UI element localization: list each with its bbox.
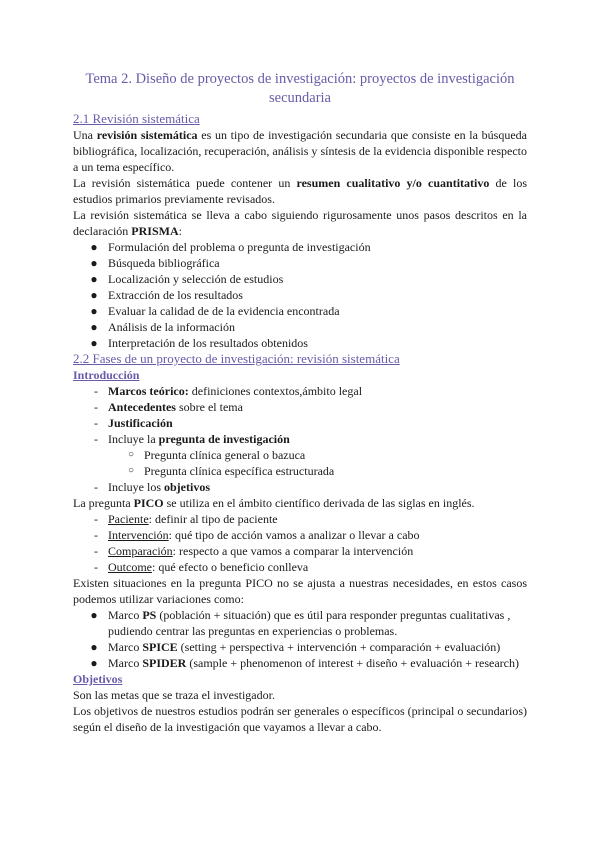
section-heading-revision: 2.1 Revisión sistemática (73, 111, 200, 126)
paragraph-summary: La revisión sistemática puede contener un resumen cualitativo y/o cuantitativo de los estudios primarios previamente revisados. (73, 176, 528, 206)
paragraph-variations: Existen situaciones en la pregunta PICO no se ajusta a nuestras necesidades, en estos casos podemos utilizar variaciones como: (73, 576, 527, 606)
paragraph-objetivos-2: Los objetivos de nuestros estudios podrán ser generales o específicos (principal o secundarios) según el diseño de la investigación que vayamos a llevar a cabo. (73, 704, 527, 734)
variations-list (73, 607, 527, 671)
paragraph-objetivos-1: Son las metas que se traza el investigador. (73, 688, 275, 702)
list-item: ● Localización y selección de estudios (90, 272, 284, 286)
list-item: - Paciente: definir al tipo de paciente (94, 512, 278, 526)
list-item: ● Marco SPICE (setting + perspectiva + intervención + comparación + evaluación) (90, 640, 501, 654)
subheading-introduccion: Introducción (73, 368, 140, 382)
list-item: - Antecedentes sobre el tema (94, 400, 243, 414)
list-item: - Incluye los objetivos (94, 480, 210, 494)
paragraph-pico: La pregunta PICO se utiliza en el ámbito científico derivada de las siglas en inglés. (73, 496, 475, 510)
prisma-steps-list (73, 239, 527, 351)
intro-list (73, 383, 527, 495)
list-item: - Incluye la pregunta de investigación (94, 432, 290, 446)
list-item: ○ Pregunta clínica específica estructurada (127, 464, 335, 478)
list-item: - Marcos teórico: definiciones contextos,ámbito legal (94, 384, 363, 398)
section-heading-fases: 2.2 Fases de un proyecto de investigación: revisión sistemática (73, 351, 400, 366)
list-item: - Justificación (94, 416, 173, 430)
paragraph-prisma: La revisión sistemática se lleva a cabo siguiendo rigurosamente unos pasos descritos en la declaración PRISMA: (73, 208, 527, 238)
list-item: ● Formulación del problema o pregunta de investigación (90, 240, 371, 254)
list-item: ● Extracción de los resultados (90, 288, 243, 302)
list-item: ● Búsqueda bibliográfica (90, 256, 220, 270)
list-item: ● Marco PS (población + situación) que es útil para responder preguntas cualitativas , pudiendo centrar las preguntas en experiencias o problemas. (90, 608, 511, 638)
subheading-objetivos: Objetivos (73, 672, 123, 686)
document-title: Tema 2. Diseño de proyectos de investigación: proyectos de investigación secundaria (85, 71, 515, 106)
pico-list (73, 511, 527, 575)
list-item: ● Análisis de la información (90, 320, 235, 334)
list-item: - Outcome: qué efecto o beneficio conlleva (94, 560, 309, 574)
list-item: - Comparación: respecto a que vamos a comparar la intervención (94, 544, 414, 558)
list-item: ● Interpretación de los resultados obtenidos (90, 336, 308, 350)
list-item: ● Evaluar la calidad de de la evidencia encontrada (90, 304, 340, 318)
list-item: - Intervención: qué tipo de acción vamos a analizar o llevar a cabo (94, 528, 420, 542)
list-item: ● Marco SPIDER (sample + phenomenon of interest + diseño + evaluación + research) (90, 656, 519, 670)
paragraph-definition: Una revisión sistemática es un tipo de investigación secundaria que consiste en la búsqueda bibliográfica, localización, recuperación, análisis y síntesis de la evidencia disponible respecto a un tema específico. (73, 128, 527, 174)
list-item: ○ Pregunta clínica general o bazuca (127, 448, 306, 462)
